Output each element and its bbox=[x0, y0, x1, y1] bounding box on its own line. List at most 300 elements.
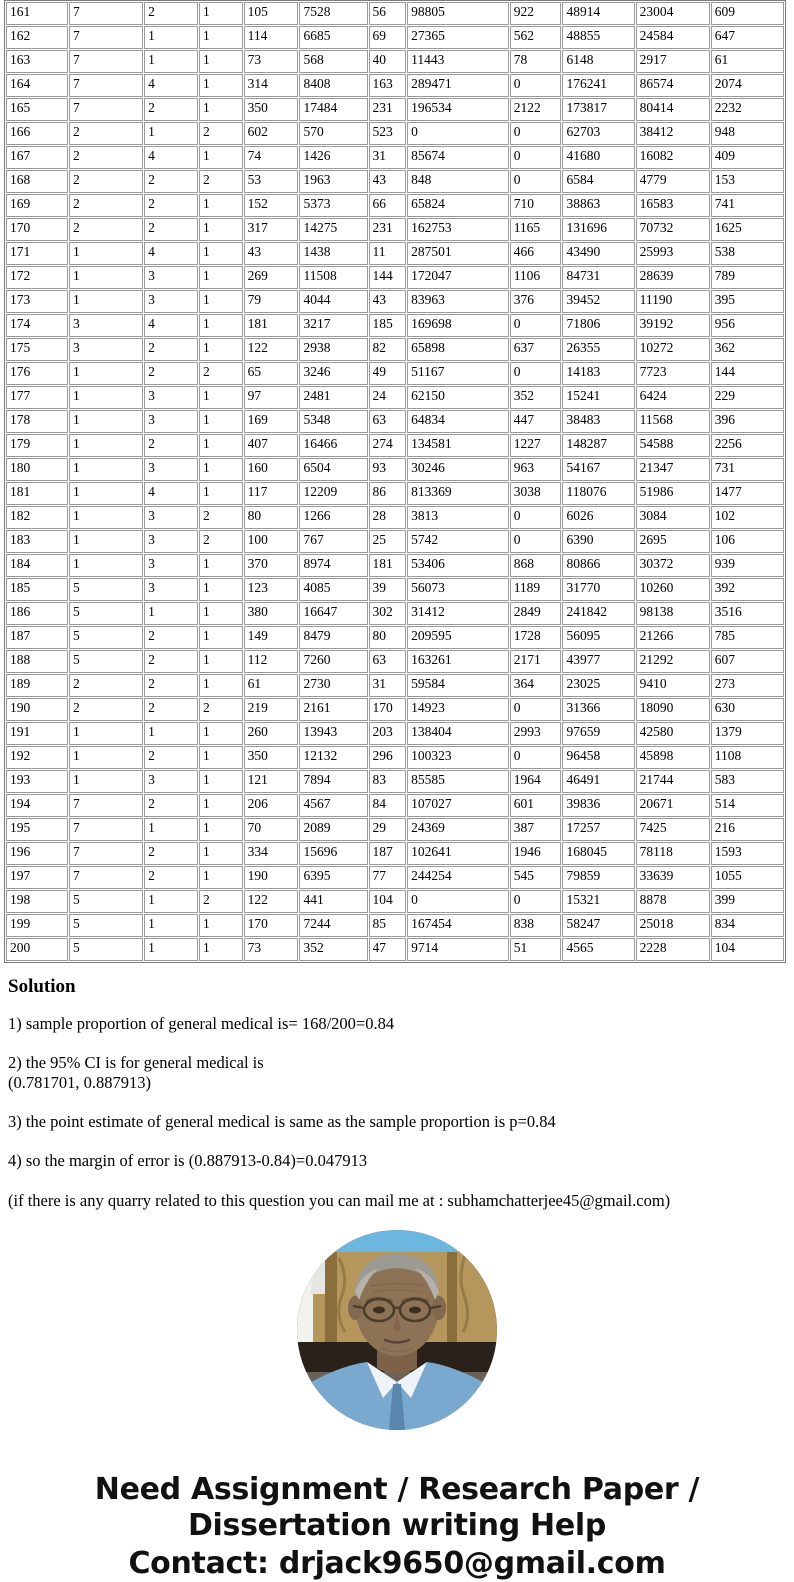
table-cell: 3 bbox=[144, 578, 198, 601]
row-index-cell: 179 bbox=[6, 434, 68, 457]
table-cell: 1 bbox=[144, 122, 198, 145]
table-cell: 104 bbox=[711, 938, 784, 961]
table-cell: 813369 bbox=[407, 482, 509, 505]
table-cell: 7244 bbox=[299, 914, 367, 937]
table-cell: 2256 bbox=[711, 434, 784, 457]
table-cell: 66 bbox=[369, 194, 407, 217]
table-cell: 21347 bbox=[636, 458, 710, 481]
table-cell: 1 bbox=[69, 554, 143, 577]
table-cell: 15321 bbox=[562, 890, 634, 913]
table-cell: 4 bbox=[144, 482, 198, 505]
table-cell: 1 bbox=[199, 482, 243, 505]
table-cell: 7260 bbox=[299, 650, 367, 673]
table-cell: 78118 bbox=[636, 842, 710, 865]
table-cell: 4085 bbox=[299, 578, 367, 601]
table-cell: 269 bbox=[244, 266, 299, 289]
row-index-cell: 162 bbox=[6, 26, 68, 49]
table-row bbox=[6, 26, 784, 49]
table-cell: 62703 bbox=[562, 122, 634, 145]
table-cell: 2 bbox=[144, 362, 198, 385]
table-cell: 31770 bbox=[562, 578, 634, 601]
table-row bbox=[6, 218, 784, 241]
table-cell: 181 bbox=[369, 554, 407, 577]
table-cell: 1 bbox=[199, 818, 243, 841]
table-row bbox=[6, 866, 784, 889]
table-cell: 2 bbox=[69, 122, 143, 145]
table-cell: 1 bbox=[199, 842, 243, 865]
table-cell: 2 bbox=[144, 794, 198, 817]
table-cell: 1 bbox=[199, 434, 243, 457]
row-index-cell: 170 bbox=[6, 218, 68, 241]
table-row bbox=[6, 698, 784, 721]
table-cell: 31366 bbox=[562, 698, 634, 721]
row-index-cell: 191 bbox=[6, 722, 68, 745]
table-cell: 3 bbox=[144, 410, 198, 433]
table-cell: 7 bbox=[69, 818, 143, 841]
table-cell: 167454 bbox=[407, 914, 509, 937]
table-cell: 80 bbox=[244, 506, 299, 529]
table-cell: 2 bbox=[144, 2, 198, 25]
table-cell: 352 bbox=[299, 938, 367, 961]
table-cell: 1593 bbox=[711, 842, 784, 865]
table-cell: 1 bbox=[69, 746, 143, 769]
table-cell: 2849 bbox=[510, 602, 562, 625]
table-row bbox=[6, 674, 784, 697]
table-cell: 2089 bbox=[299, 818, 367, 841]
table-cell: 396 bbox=[711, 410, 784, 433]
table-cell: 3 bbox=[144, 506, 198, 529]
table-row bbox=[6, 650, 784, 673]
table-cell: 13943 bbox=[299, 722, 367, 745]
table-cell: 1227 bbox=[510, 434, 562, 457]
row-index-cell: 175 bbox=[6, 338, 68, 361]
table-cell: 395 bbox=[711, 290, 784, 313]
table-cell: 848 bbox=[407, 170, 509, 193]
table-row bbox=[6, 794, 784, 817]
table-cell: 23025 bbox=[562, 674, 634, 697]
table-cell: 2481 bbox=[299, 386, 367, 409]
table-cell: 7 bbox=[69, 794, 143, 817]
table-cell: 86 bbox=[369, 482, 407, 505]
table-cell: 939 bbox=[711, 554, 784, 577]
table-cell: 1 bbox=[199, 938, 243, 961]
table-cell: 2122 bbox=[510, 98, 562, 121]
table-cell: 7 bbox=[69, 26, 143, 49]
table-cell: 104 bbox=[369, 890, 407, 913]
table-cell: 10272 bbox=[636, 338, 710, 361]
row-index-cell: 169 bbox=[6, 194, 68, 217]
table-row bbox=[6, 338, 784, 361]
table-cell: 80414 bbox=[636, 98, 710, 121]
table-cell: 409 bbox=[711, 146, 784, 169]
table-cell: 514 bbox=[711, 794, 784, 817]
table-cell: 190 bbox=[244, 866, 299, 889]
table-cell: 1963 bbox=[299, 170, 367, 193]
table-row bbox=[6, 122, 784, 145]
table-cell: 1 bbox=[199, 674, 243, 697]
table-cell: 538 bbox=[711, 242, 784, 265]
table-cell: 26355 bbox=[562, 338, 634, 361]
row-index-cell: 167 bbox=[6, 146, 68, 169]
table-cell: 2 bbox=[144, 218, 198, 241]
table-cell: 1 bbox=[69, 770, 143, 793]
table-cell: 0 bbox=[510, 170, 562, 193]
table-cell: 122 bbox=[244, 890, 299, 913]
table-cell: 97 bbox=[244, 386, 299, 409]
table-cell: 0 bbox=[510, 74, 562, 97]
table-cell: 8408 bbox=[299, 74, 367, 97]
table-cell: 1964 bbox=[510, 770, 562, 793]
table-row bbox=[6, 626, 784, 649]
table-cell: 314 bbox=[244, 74, 299, 97]
solution-item-2-line1: 2) the 95% CI is for general medical is bbox=[8, 1053, 264, 1073]
table-cell: 219 bbox=[244, 698, 299, 721]
portrait-illustration bbox=[297, 1230, 497, 1430]
table-cell: 568 bbox=[299, 50, 367, 73]
row-index-cell: 182 bbox=[6, 506, 68, 529]
table-cell: 0 bbox=[407, 122, 509, 145]
table-cell: 114 bbox=[244, 26, 299, 49]
table-cell: 3246 bbox=[299, 362, 367, 385]
table-cell: 1 bbox=[199, 794, 243, 817]
table-cell: 43 bbox=[369, 170, 407, 193]
table-cell: 11 bbox=[369, 242, 407, 265]
table-cell: 1 bbox=[69, 458, 143, 481]
table-cell: 118076 bbox=[562, 482, 634, 505]
table-cell: 4 bbox=[144, 242, 198, 265]
table-cell: 2695 bbox=[636, 530, 710, 553]
table-cell: 16647 bbox=[299, 602, 367, 625]
table-cell: 6504 bbox=[299, 458, 367, 481]
table-cell: 583 bbox=[711, 770, 784, 793]
table-cell: 70732 bbox=[636, 218, 710, 241]
table-cell: 176241 bbox=[562, 74, 634, 97]
table-cell: 4567 bbox=[299, 794, 367, 817]
table-cell: 122 bbox=[244, 338, 299, 361]
table-cell: 2 bbox=[199, 530, 243, 553]
row-index-cell: 161 bbox=[6, 2, 68, 25]
table-cell: 1 bbox=[69, 266, 143, 289]
table-cell: 203 bbox=[369, 722, 407, 745]
table-cell: 0 bbox=[510, 890, 562, 913]
table-cell: 523 bbox=[369, 122, 407, 145]
table-cell: 1 bbox=[69, 482, 143, 505]
table-cell: 80866 bbox=[562, 554, 634, 577]
promo-banner bbox=[0, 1472, 794, 1582]
table-cell: 1165 bbox=[510, 218, 562, 241]
table-cell: 7723 bbox=[636, 362, 710, 385]
table-cell: 1 bbox=[69, 434, 143, 457]
table-cell: 1 bbox=[199, 770, 243, 793]
table-cell: 206 bbox=[244, 794, 299, 817]
table-row bbox=[6, 554, 784, 577]
table-cell: 1 bbox=[199, 554, 243, 577]
table-row bbox=[6, 410, 784, 433]
table-cell: 6685 bbox=[299, 26, 367, 49]
table-cell: 2 bbox=[199, 506, 243, 529]
table-cell: 24369 bbox=[407, 818, 509, 841]
table-cell: 3516 bbox=[711, 602, 784, 625]
table-cell: 630 bbox=[711, 698, 784, 721]
table-cell: 407 bbox=[244, 434, 299, 457]
table-cell: 11568 bbox=[636, 410, 710, 433]
table-cell: 181 bbox=[244, 314, 299, 337]
table-cell: 17484 bbox=[299, 98, 367, 121]
solution-item-3: 3) the point estimate of general medical is same as the sample proportion is p=0.84 bbox=[8, 1112, 556, 1132]
table-cell: 2 bbox=[199, 698, 243, 721]
table-row bbox=[6, 722, 784, 745]
table-cell: 163 bbox=[369, 74, 407, 97]
table-cell: 441 bbox=[299, 890, 367, 913]
table-cell: 162753 bbox=[407, 218, 509, 241]
table-cell: 56095 bbox=[562, 626, 634, 649]
table-row bbox=[6, 578, 784, 601]
table-cell: 6395 bbox=[299, 866, 367, 889]
table-cell: 3217 bbox=[299, 314, 367, 337]
table-cell: 14923 bbox=[407, 698, 509, 721]
table-cell: 15696 bbox=[299, 842, 367, 865]
row-index-cell: 172 bbox=[6, 266, 68, 289]
table-cell: 2 bbox=[144, 866, 198, 889]
table-row bbox=[6, 482, 784, 505]
table-cell: 41680 bbox=[562, 146, 634, 169]
row-index-cell: 176 bbox=[6, 362, 68, 385]
table-cell: 5373 bbox=[299, 194, 367, 217]
table-cell: 51167 bbox=[407, 362, 509, 385]
table-cell: 1379 bbox=[711, 722, 784, 745]
table-cell: 7 bbox=[69, 842, 143, 865]
table-cell: 260 bbox=[244, 722, 299, 745]
promo-headline: Need Assignment / Research Paper / Dissertation writing Help bbox=[94, 1471, 700, 1543]
table-cell: 59584 bbox=[407, 674, 509, 697]
table-cell: 2 bbox=[144, 842, 198, 865]
table-cell: 956 bbox=[711, 314, 784, 337]
table-cell: 647 bbox=[711, 26, 784, 49]
solution-item-4: 4) so the margin of error is (0.887913-0.84)=0.047913 bbox=[8, 1151, 368, 1171]
table-cell: 1 bbox=[144, 722, 198, 745]
table-cell: 27365 bbox=[407, 26, 509, 49]
table-cell: 2 bbox=[69, 218, 143, 241]
table-cell: 51986 bbox=[636, 482, 710, 505]
table-cell: 1 bbox=[199, 74, 243, 97]
row-index-cell: 194 bbox=[6, 794, 68, 817]
table-cell: 1 bbox=[199, 914, 243, 937]
table-cell: 112 bbox=[244, 650, 299, 673]
table-cell: 102641 bbox=[407, 842, 509, 865]
table-cell: 2 bbox=[199, 362, 243, 385]
table-cell: 1 bbox=[144, 938, 198, 961]
table-row bbox=[6, 434, 784, 457]
table-cell: 352 bbox=[510, 386, 562, 409]
table-cell: 1477 bbox=[711, 482, 784, 505]
table-cell: 376 bbox=[510, 290, 562, 313]
table-cell: 2730 bbox=[299, 674, 367, 697]
table-cell: 1625 bbox=[711, 218, 784, 241]
table-cell: 2 bbox=[69, 194, 143, 217]
table-cell: 231 bbox=[369, 98, 407, 121]
table-cell: 53 bbox=[244, 170, 299, 193]
table-cell: 170 bbox=[369, 698, 407, 721]
table-row bbox=[6, 506, 784, 529]
table-cell: 1 bbox=[69, 386, 143, 409]
table-cell: 4565 bbox=[562, 938, 634, 961]
table-cell: 2993 bbox=[510, 722, 562, 745]
row-index-cell: 184 bbox=[6, 554, 68, 577]
table-cell: 33639 bbox=[636, 866, 710, 889]
table-cell: 1 bbox=[199, 602, 243, 625]
table-cell: 28 bbox=[369, 506, 407, 529]
table-cell: 1438 bbox=[299, 242, 367, 265]
table-cell: 4779 bbox=[636, 170, 710, 193]
table-cell: 1055 bbox=[711, 866, 784, 889]
table-cell: 380 bbox=[244, 602, 299, 625]
table-cell: 244254 bbox=[407, 866, 509, 889]
table-cell: 545 bbox=[510, 866, 562, 889]
table-row bbox=[6, 266, 784, 289]
table-cell: 96458 bbox=[562, 746, 634, 769]
table-cell: 3 bbox=[144, 530, 198, 553]
table-cell: 4 bbox=[144, 146, 198, 169]
table-cell: 4 bbox=[144, 314, 198, 337]
table-row bbox=[6, 770, 784, 793]
table-cell: 107027 bbox=[407, 794, 509, 817]
table-cell: 65 bbox=[244, 362, 299, 385]
table-cell: 5348 bbox=[299, 410, 367, 433]
table-cell: 5 bbox=[69, 890, 143, 913]
table-cell: 1189 bbox=[510, 578, 562, 601]
table-cell: 241842 bbox=[562, 602, 634, 625]
table-cell: 3038 bbox=[510, 482, 562, 505]
row-index-cell: 164 bbox=[6, 74, 68, 97]
table-cell: 138404 bbox=[407, 722, 509, 745]
table-row bbox=[6, 74, 784, 97]
table-cell: 317 bbox=[244, 218, 299, 241]
table-cell: 14275 bbox=[299, 218, 367, 241]
table-cell: 5 bbox=[69, 914, 143, 937]
table-cell: 963 bbox=[510, 458, 562, 481]
table-cell: 21744 bbox=[636, 770, 710, 793]
table-cell: 98138 bbox=[636, 602, 710, 625]
table-cell: 5 bbox=[69, 650, 143, 673]
row-index-cell: 186 bbox=[6, 602, 68, 625]
table-cell: 185 bbox=[369, 314, 407, 337]
table-cell: 11190 bbox=[636, 290, 710, 313]
table-cell: 1 bbox=[199, 410, 243, 433]
row-index-cell: 192 bbox=[6, 746, 68, 769]
table-cell: 144 bbox=[711, 362, 784, 385]
table-cell: 69 bbox=[369, 26, 407, 49]
table-cell: 637 bbox=[510, 338, 562, 361]
table-cell: 100323 bbox=[407, 746, 509, 769]
table-cell: 767 bbox=[299, 530, 367, 553]
table-cell: 1 bbox=[199, 746, 243, 769]
table-cell: 2 bbox=[144, 194, 198, 217]
table-cell: 187 bbox=[369, 842, 407, 865]
table-cell: 20671 bbox=[636, 794, 710, 817]
table-cell: 868 bbox=[510, 554, 562, 577]
table-cell: 1 bbox=[199, 242, 243, 265]
table-cell: 12132 bbox=[299, 746, 367, 769]
row-index-cell: 188 bbox=[6, 650, 68, 673]
table-cell: 1 bbox=[69, 410, 143, 433]
table-row bbox=[6, 242, 784, 265]
table-cell: 289471 bbox=[407, 74, 509, 97]
table-cell: 11508 bbox=[299, 266, 367, 289]
table-cell: 65824 bbox=[407, 194, 509, 217]
table-row bbox=[6, 146, 784, 169]
table-cell: 364 bbox=[510, 674, 562, 697]
table-cell: 160 bbox=[244, 458, 299, 481]
table-cell: 1 bbox=[199, 194, 243, 217]
table-cell: 5 bbox=[69, 626, 143, 649]
table-row bbox=[6, 914, 784, 937]
table-cell: 3 bbox=[144, 386, 198, 409]
row-index-cell: 165 bbox=[6, 98, 68, 121]
table-cell: 45898 bbox=[636, 746, 710, 769]
table-cell: 1426 bbox=[299, 146, 367, 169]
table-cell: 63 bbox=[369, 410, 407, 433]
table-cell: 1 bbox=[199, 458, 243, 481]
table-cell: 15241 bbox=[562, 386, 634, 409]
table-cell: 16583 bbox=[636, 194, 710, 217]
row-index-cell: 178 bbox=[6, 410, 68, 433]
table-cell: 18090 bbox=[636, 698, 710, 721]
row-index-cell: 199 bbox=[6, 914, 68, 937]
table-cell: 350 bbox=[244, 746, 299, 769]
table-cell: 3813 bbox=[407, 506, 509, 529]
table-cell: 25018 bbox=[636, 914, 710, 937]
table-cell: 2 bbox=[199, 122, 243, 145]
table-cell: 334 bbox=[244, 842, 299, 865]
table-cell: 8974 bbox=[299, 554, 367, 577]
table-cell: 121 bbox=[244, 770, 299, 793]
table-row bbox=[6, 746, 784, 769]
table-cell: 7 bbox=[69, 98, 143, 121]
table-cell: 838 bbox=[510, 914, 562, 937]
table-cell: 1 bbox=[144, 818, 198, 841]
table-cell: 134581 bbox=[407, 434, 509, 457]
portrait-area bbox=[0, 1230, 794, 1430]
row-index-cell: 177 bbox=[6, 386, 68, 409]
table-cell: 609 bbox=[711, 2, 784, 25]
table-cell: 2 bbox=[144, 698, 198, 721]
row-index-cell: 185 bbox=[6, 578, 68, 601]
table-cell: 209595 bbox=[407, 626, 509, 649]
table-cell: 173817 bbox=[562, 98, 634, 121]
table-cell: 1 bbox=[144, 26, 198, 49]
table-cell: 7 bbox=[69, 2, 143, 25]
table-cell: 1 bbox=[199, 338, 243, 361]
row-index-cell: 183 bbox=[6, 530, 68, 553]
table-cell: 1 bbox=[199, 578, 243, 601]
table-cell: 399 bbox=[711, 890, 784, 913]
table-cell: 6424 bbox=[636, 386, 710, 409]
table-cell: 12209 bbox=[299, 482, 367, 505]
table-cell: 64834 bbox=[407, 410, 509, 433]
table-cell: 0 bbox=[510, 698, 562, 721]
table-cell: 4044 bbox=[299, 290, 367, 313]
table-cell: 40 bbox=[369, 50, 407, 73]
row-index-cell: 196 bbox=[6, 842, 68, 865]
table-cell: 362 bbox=[711, 338, 784, 361]
table-cell: 102 bbox=[711, 506, 784, 529]
table-cell: 51 bbox=[510, 938, 562, 961]
table-cell: 48914 bbox=[562, 2, 634, 25]
table-cell: 1 bbox=[199, 218, 243, 241]
table-cell: 170 bbox=[244, 914, 299, 937]
table-cell: 0 bbox=[510, 146, 562, 169]
table-cell: 31412 bbox=[407, 602, 509, 625]
